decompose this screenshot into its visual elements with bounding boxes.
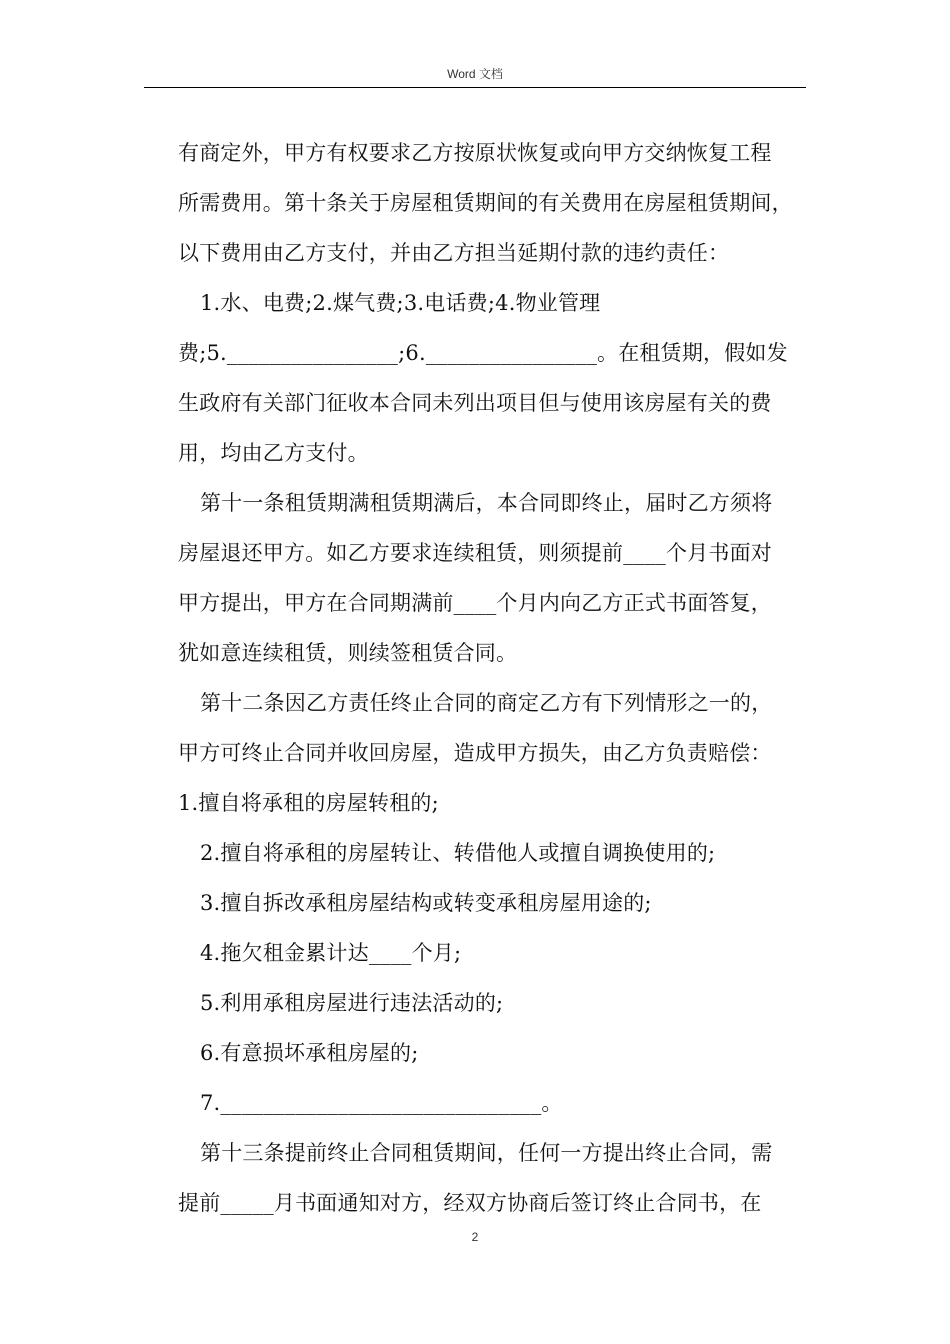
text-line: 1.水、电费;2.煤气费;3.电话费;4.物业管理 [200,291,601,315]
text-line: 用，均由乙方支付。 [178,441,369,465]
text-line: 7.______________________________。 [200,1091,563,1115]
text-line: 以下费用由乙方支付，并由乙方担当延期付款的违约责任： [178,241,730,265]
text-line: 2.擅自将承租的房屋转让、转借他人或擅自调换使用的; [200,841,716,865]
text-line: 4.拖欠租金累计达____个月; [200,941,462,965]
text-line: 提前_____月书面通知对方，经双方协商后签订终止合同书，在 [178,1191,762,1215]
text-line: 第十二条因乙方责任终止合同的商定乙方有下列情形之一的， [200,691,773,715]
text-line: 所需费用。第十条关于房屋租赁期间的有关费用在房屋租赁期间， [178,191,793,215]
page-number: 2 [471,1230,479,1244]
text-line: 5.利用承租房屋进行违法活动的; [200,991,504,1015]
document-body [178,128,818,1228]
text-line: 犹如意连续租赁，则续签租赁合同。 [178,641,518,665]
page-header: Word 文档 [447,67,503,81]
text-line: 3.擅自拆改承租房屋结构或转变承租房屋用途的; [200,891,652,915]
text-line: 第十一条租赁期满租赁期满后，本合同即终止，届时乙方须将 [200,491,773,515]
text-line: 费;5.________________;6.________________。在租赁期，假如发 [178,341,788,365]
text-line: 有商定外，甲方有权要求乙方按原状恢复或向甲方交纳恢复工程 [178,141,772,165]
text-line: 6.有意损坏承租房屋的; [200,1041,419,1065]
text-line: 生政府有关部门征收本合同未列出项目但与使用该房屋有关的费 [178,391,772,415]
text-line: 1.擅自将承租的房屋转租的; [178,791,439,815]
text-line: 甲方可终止合同并收回房屋，造成甲方损失，由乙方负责赔偿： [178,741,772,765]
text-line: 第十三条提前终止合同租赁期间，任何一方提出终止合同，需 [200,1141,773,1165]
text-line: 甲方提出，甲方在合同期满前____个月内向乙方正式书面答复， [178,591,772,615]
header-divider [144,87,806,88]
text-line: 房屋退还甲方。如乙方要求连续租赁，则须提前____个月书面对 [178,541,772,565]
